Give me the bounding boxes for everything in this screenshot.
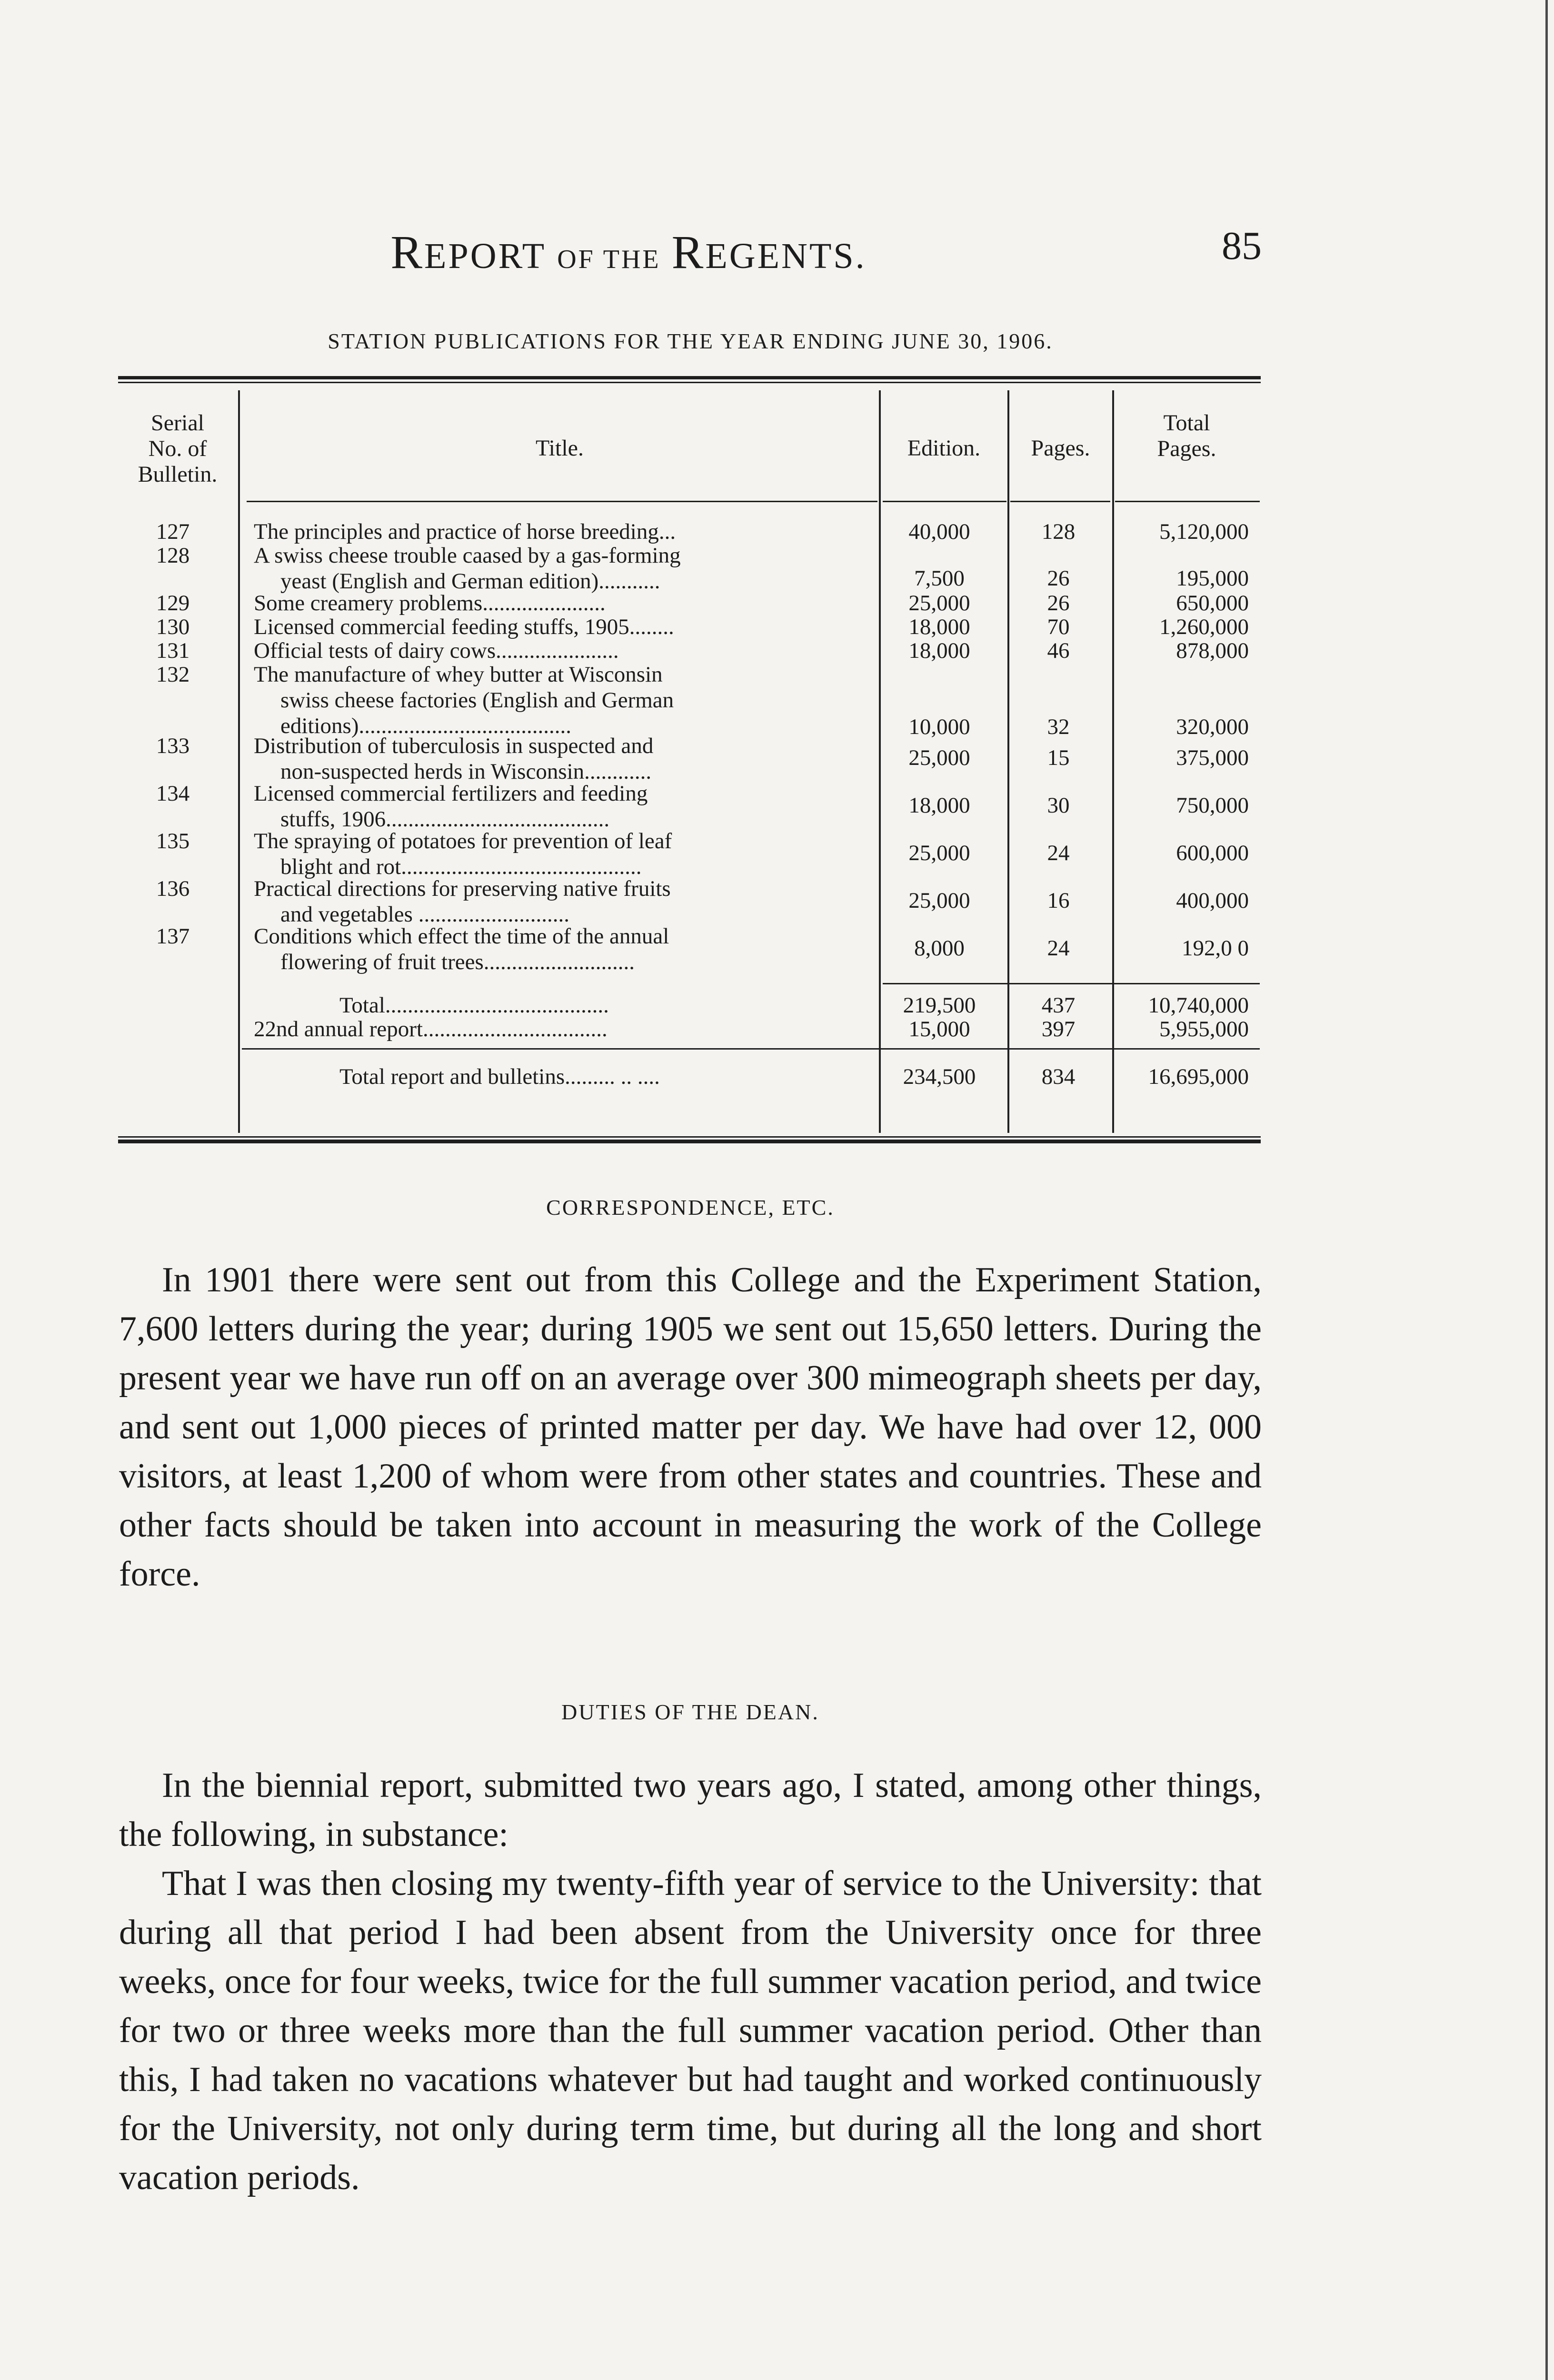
table-caption: STATION PUBLICATIONS FOR THE YEAR ENDING JUNE 30, 1906. xyxy=(328,329,1053,353)
table-top-rule xyxy=(118,376,1261,379)
table-top-rule-thin xyxy=(118,382,1261,383)
subtotal-rule xyxy=(883,983,1260,984)
publications-table xyxy=(118,376,1261,1147)
header-underline-edition xyxy=(883,501,1006,502)
header-serial: Serial No. of Bulletin. xyxy=(138,410,218,487)
table-body: 127 The principles and practice of horse breeding... 40,000 128 5,120,000 128 A swiss cheese trouble caased by a gas-forming yeast (English and German edition)........... 7,500 26 195,000 129 Some creamery problems...................... 25,000 26 650,000 130 Licensed commercial feeding stuffs, 1905........ 18,000 70 1,260,000 131 Official tests of dairy cows...................... 18,000 46 878,000 132 The manufacture of whey butter at Wisconsin swiss cheese factories (English and German editions)...................................... 10,000 32 320,000 133 Distribution of tuberculosis in suspected and non-suspected herds in Wisconsin............ 25,000 15 375,000 134 Licensed commercial fertilizers and feeding stuffs, 1906........................................ 18,000 30 750,000 135 The spraying of potatoes for prevention of leaf blight and rot........................................... 25,000 24 600,000 136 Practical directions for preserving native fruits and vegetables ........................... 25,000 16 400,000 137 Conditions which effect the time of the annual flowering of fruit trees........................... 8,000 24 192,0 0 Total........................................ 219,500 437 10,740,000 22nd annual report................................. 15,000 397 5,955,000 Total report and bulletins......... .. .... 234,500 834 16,695,000 xyxy=(118,519,1261,1133)
section-heading-duties: DUTIES OF THE DEAN. xyxy=(561,1700,819,1724)
duties-paragraph-1: In the biennial report, submitted two years ago, I stated, among other things, the following, in substance: xyxy=(119,1766,1262,1854)
section-heading-correspondence: CORRESPONDENCE, ETC. xyxy=(546,1195,835,1220)
header-title: Title. xyxy=(536,436,584,461)
running-title: REPORT OF THE REGENTS. xyxy=(390,226,867,278)
duties-paragraph-2: That I was then closing my twenty-fifth year of service to the University: that during all that period I had been absent from the University once for three weeks, once for four weeks, twice for the full summer vacation period, and twice for two or three weeks more than the full summer vacation period. Other than this, I had taken no vacations whatever but had taught and worked continuously for the University, not only during term time, but during all the long and short vacation periods. xyxy=(119,1864,1262,2197)
header-underline-pages xyxy=(1010,501,1110,502)
header-pages: Pages. xyxy=(1031,436,1090,461)
table-bottom-rule xyxy=(118,1140,1261,1143)
page-number: 85 xyxy=(1222,224,1262,268)
table-bottom-rule-thin xyxy=(118,1136,1261,1138)
page-edge xyxy=(1545,0,1548,2380)
grand-total-rule xyxy=(242,1048,1260,1050)
header-underline-total xyxy=(1115,501,1260,502)
header-underline-title xyxy=(247,501,877,502)
header-edition: Edition. xyxy=(907,436,981,461)
page-header xyxy=(119,215,1262,277)
header-total-pages: Total Pages. xyxy=(1157,410,1216,461)
correspondence-paragraph: In 1901 there were sent out from this College and the Experiment Station, 7,600 letters during the year; during 1905 we sent out 15,650 letters. During the present year we have run off on an average over 300 mimeograph sheets per day, and sent out 1,000 pieces of printed matter per day. We have had over 12, 000 visitors, at least 1,200 of whom were from other states and countries. These and other facts should be taken into account in measuring the work of the College force. xyxy=(119,1260,1262,1594)
